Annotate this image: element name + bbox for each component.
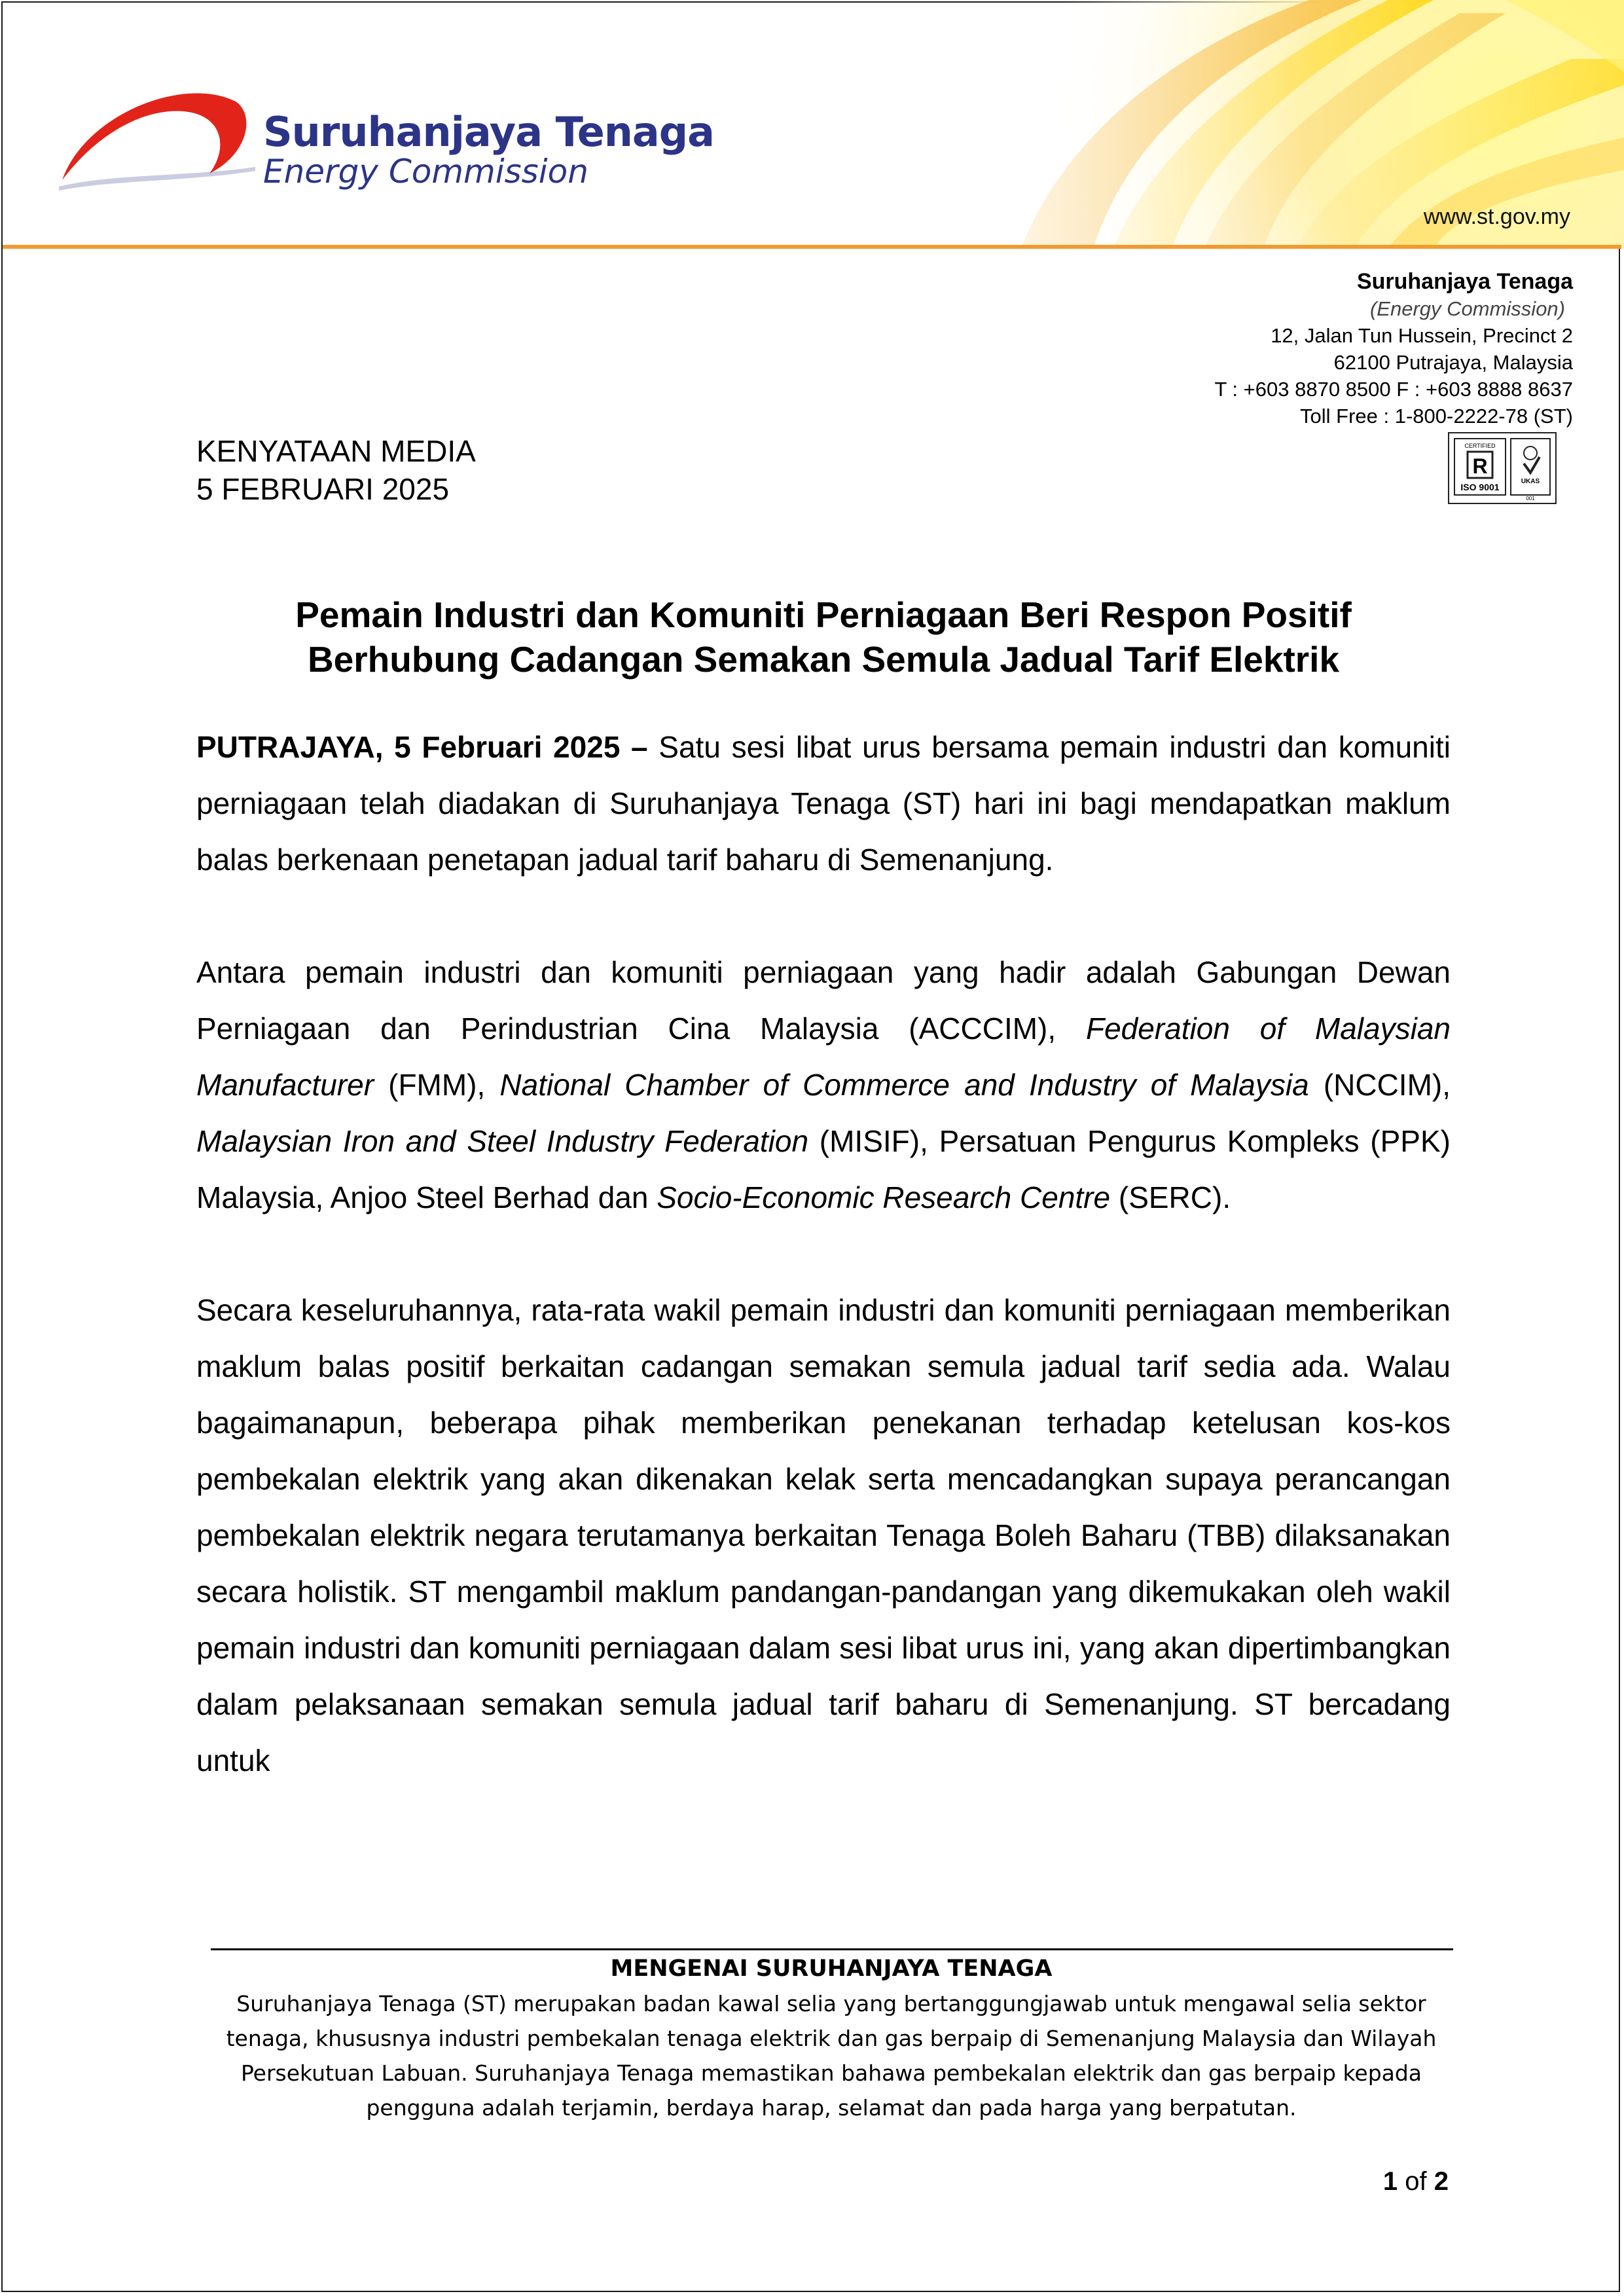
page-current: 1 — [1382, 2167, 1398, 2196]
about-line: Persekutuan Labuan. Suruhanjaya Tenaga memastikan bahawa pembekalan elektrik dan gas berpaip kepada — [240, 2060, 1422, 2086]
about-line: Suruhanjaya Tenaga (ST) merupakan badan kawal selia yang bertanggungjawab untuk mengawal selia sektor — [236, 1991, 1426, 2016]
iso-certified-label: CERTIFIED — [1464, 443, 1496, 449]
dateline: PUTRAJAYA, 5 Februari 2025 – — [196, 730, 648, 764]
media-label: KENYATAAN MEDIA — [196, 434, 476, 468]
title-line: Pemain Industri dan Komuniti Perniagaan Beri Respon Positif — [295, 594, 1352, 635]
page-title — [196, 592, 1451, 682]
body-content — [196, 719, 1451, 1845]
paragraph: PUTRAJAYA, 5 Februari 2025 – Satu sesi libat urus bersama pemain industri dan komuniti perniagaan telah diadakan di Suruhanjaya Tenaga (ST) hari ini bagi mendapatkan maklum balas berkenaan penetapan jadual tarif baharu di Semenanjung. — [196, 730, 1451, 877]
header-rule — [3, 245, 1621, 249]
about-section — [196, 1952, 1466, 2125]
paragraph: Antara pemain industri dan komuniti perniagaan yang hadir adalah Gabungan Dewan Perniagaan dan Perindustrian Cina Malaysia (ACCCIM), Federation of Malaysian Manufacturer (FMM), National Chamber of Commerce and Industry of Malaysia (NCCIM), Malaysian Iron and Steel Industry Federation (MISIF), Persatuan Pengurus Kompleks (PPK) Malaysia, Anjoo Steel Berhad dan Socio-Economic Research Centre (SERC). — [196, 955, 1451, 1214]
page-separator: of — [1405, 2167, 1427, 2196]
address-org: Suruhanjaya Tenaga — [1356, 269, 1573, 294]
address-tollfree: Toll Free : 1-800-2222-78 (ST) — [1300, 405, 1573, 428]
media-date: 5 FEBRUARI 2025 — [196, 472, 450, 506]
page-number — [1383, 2167, 1449, 2196]
page-total: 2 — [1434, 2167, 1449, 2196]
logo-swoosh-icon — [59, 75, 255, 193]
iso-certification-badge — [1448, 432, 1557, 504]
svg-text:R: R — [1472, 454, 1488, 478]
about-line: tenaga, khususnya industri pembekalan tenaga elektrik dan gas berpaip di Semenanjung Malaysia dan Wilayah — [226, 2026, 1437, 2051]
logo-text-sub: Energy Commission — [263, 153, 588, 191]
about-line: pengguna adalah terjamin, berdaya harap, selamat dan pada harga yang berpatutan. — [366, 2095, 1297, 2121]
website-link[interactable]: www.st.gov.my — [1423, 204, 1570, 229]
media-statement-label — [196, 432, 476, 508]
address-org-sub: (Energy Commission) — [1369, 297, 1565, 320]
ukas-label: UKAS — [1521, 478, 1540, 485]
about-title: MENGENAI SURUHANJAYA TENAGA — [610, 1956, 1053, 1982]
ukas-code: 001 — [1526, 496, 1535, 501]
footer-divider — [211, 1948, 1453, 1950]
logo — [59, 75, 714, 193]
logo-text-main: Suruhanjaya Tenaga — [263, 108, 714, 156]
address-phone: T : +603 8870 8500 F : +603 8888 8637 — [1214, 378, 1573, 401]
address-line: 12, Jalan Tun Hussein, Precinct 2 — [1271, 324, 1573, 347]
paragraph: Secara keseluruhannya, rata-rata wakil pemain industri dan komuniti perniagaan memberikan maklum balas positif berkaitan cadangan semakan semula jadual tarif sedia ada. Walau bagaimanapun, beberapa pihak memberikan penekanan terhadap ketelusan kos-kos pembekalan elektrik yang akan dikenakan kelak serta mencadangkan supaya perancangan pembekalan elektrik negara terutamanya berkaitan Tenaga Boleh Baharu (TBB) dilaksanakan secara holistik. ST mengambil maklum pandangan-pandangan yang dikemukakan oleh wakil pemain industri dan komuniti perniagaan dalam sesi libat urus ini, yang akan dipertimbangkan dalam pelaksanaan semakan semula jadual tarif baharu di Semenanjung. ST bercadang untuk — [196, 1293, 1451, 1777]
address-line: 62100 Putrajaya, Malaysia — [1333, 351, 1573, 374]
title-line: Berhubung Cadangan Semakan Semula Jadual Tarif Elektrik — [307, 639, 1340, 680]
iso-label: ISO 9001 — [1460, 482, 1500, 492]
address-block — [1214, 268, 1573, 429]
